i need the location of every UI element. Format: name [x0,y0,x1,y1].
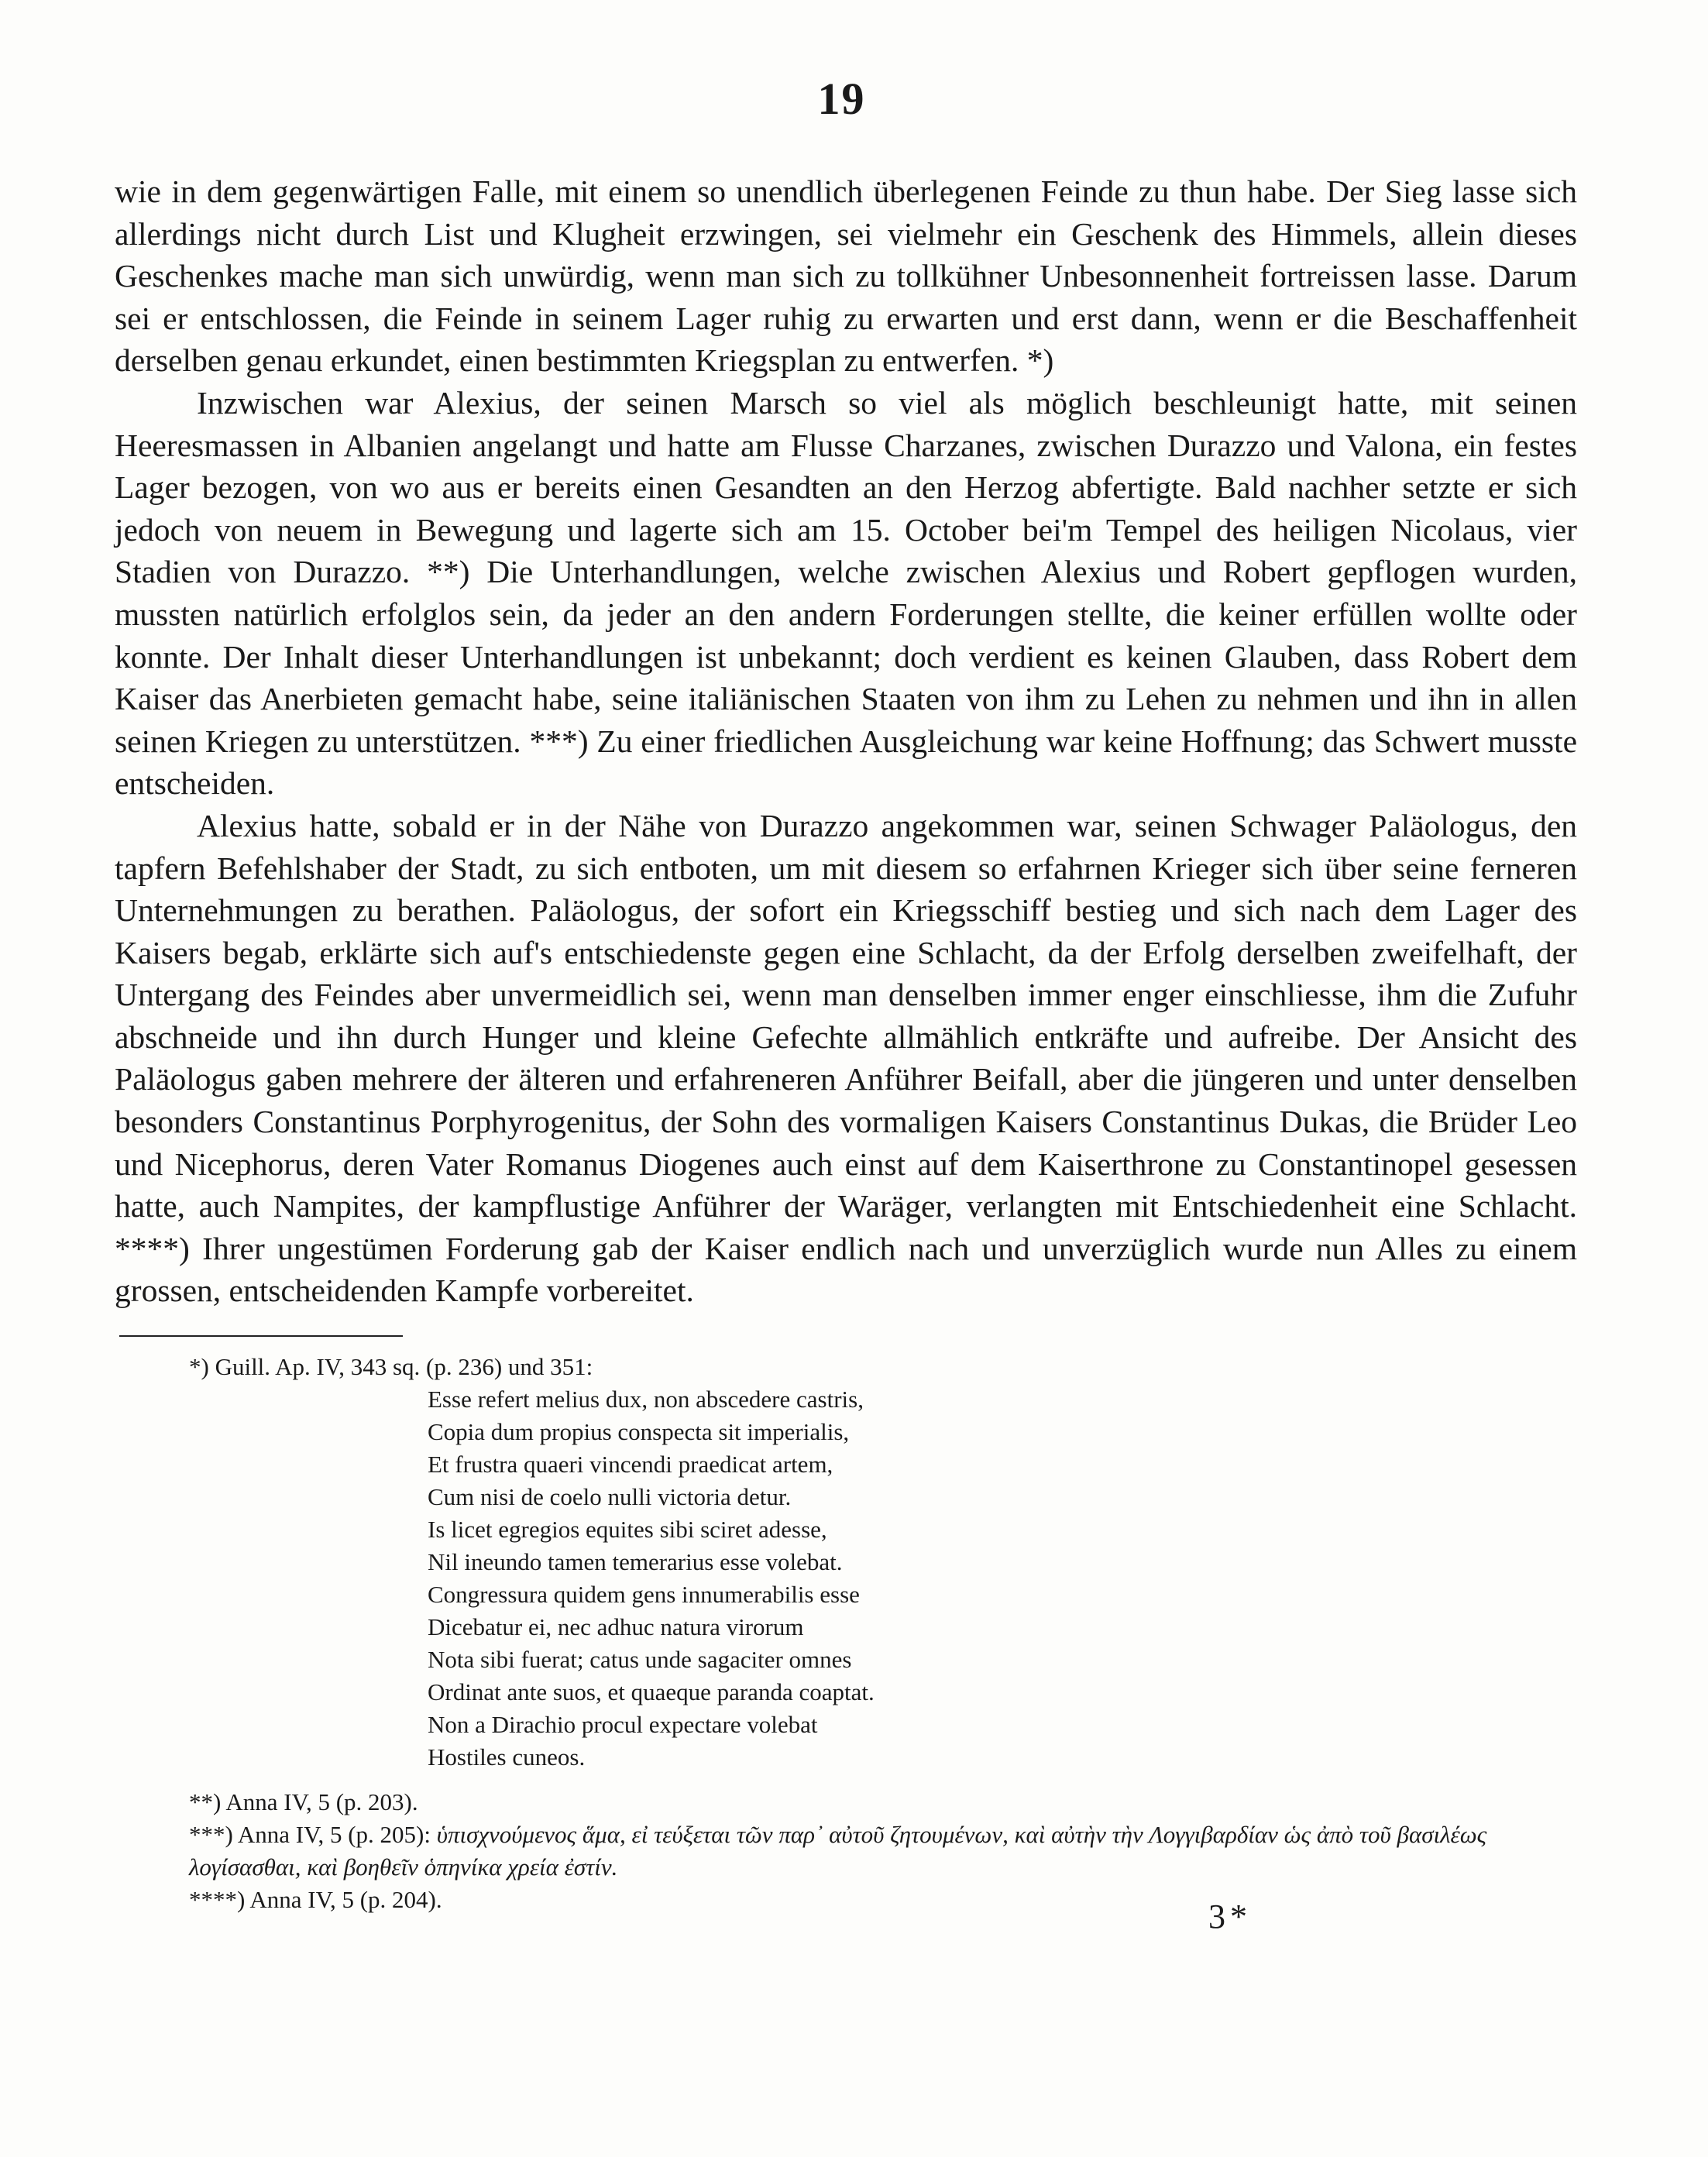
verse-line: Is licet egregios equites sibi sciret adesse, [428,1516,827,1544]
footnote-divider [119,1335,403,1337]
verse-line: Nota sibi fuerat; catus unde sagaciter omnes [428,1646,852,1674]
verse-line: Ordinat ante suos, et quaeque paranda coaptat. [428,1678,875,1706]
paragraph-2: Inzwischen war Alexius, der seinen Marsch so viel als möglich beschleunigt hatte, mit seinen Heeresmassen in Albanien angelangt und hatte am Flusse Charzanes, zwischen Durazzo und Valona, ein festes Lager bezogen, von wo aus er bereits einen Gesandten an den Herzog abfertigte. Bald nachher setzte er sich jedoch von neuem in Bewegung und lagerte sich am 15. October bei'm Tempel des heiligen Nicolaus, vier Stadien von Durazzo. **) Die Unterhandlungen, welche zwischen Alexius und Robert gepflogen wurden, mussten natürlich erfolglos sein, da jeder an den andern Forderungen stellte, die keiner erfüllen wollte oder konnte. Der Inhalt dieser Unterhandlungen ist unbekannt; doch verdient es keinen Glauben, dass Robert dem Kaiser das Anerbieten gemacht habe, seine italiänischen Staaten von ihm zu Lehen zu nehmen und ihn in allen seinen Kriegen zu unterstützen. ***) Zu einer friedlichen Ausgleichung war keine Hoffnung; das Schwert musste entscheiden. [115,384,1577,802]
verse-line: Copia dum propius conspecta sit imperialis, [428,1418,850,1446]
page-number: 19 [817,74,866,124]
footnote-2: **) Anna IV, 5 (p. 203). [189,1788,418,1816]
verse-line: Cum nisi de coelo nulli victoria detur. [428,1483,792,1511]
footnotes [115,1351,1577,1916]
footnote-3 [115,1819,1577,1884]
paragraph-1: wie in dem gegenwärtigen Falle, mit einem so unendlich überlegenen Feinde zu thun habe. Der Sieg lasse sich allerdings nicht durch List und Klugheit erzwingen, sei vielmehr ein Geschenk des Himmels, allein dieses Geschenkes mache man sich unwürdig, wenn man sich zu tollkühner Unbesonnenheit fortreissen lasse. Darum sei er entschlossen, die Feinde in seinem Lager ruhig zu erwarten und erst dann, wenn er die Beschaffenheit derselben genau erkundet, einen bestimmten Kriegsplan zu entwerfen. *) [115,173,1577,379]
footnote-4: ****) Anna IV, 5 (p. 204). [189,1886,442,1914]
signature-mark: 3* [1208,1898,1252,1935]
verse-line: Congressura quidem gens innumerabilis esse [428,1581,860,1609]
footnote-1-verse [115,1383,1577,1774]
verse-line: Esse refert melius dux, non abscedere castris, [428,1386,864,1413]
verse-line: Et frustra quaeri vincendi praedicat artem, [428,1451,833,1479]
verse-line: Hostiles cuneos. [428,1743,586,1771]
verse-line: Non a Dirachio procul expectare volebat [428,1711,818,1739]
footnote-1-reference: *) Guill. Ap. IV, 343 sq. (p. 236) und 351: [189,1353,593,1381]
footnote-3-reference: ***) Anna IV, 5 (p. 205): [189,1821,431,1849]
main-text [115,170,1577,1312]
verse-line: Nil ineundo tamen temerarius esse volebat. [428,1548,843,1576]
paragraph-3: Alexius hatte, sobald er in der Nähe von Durazzo angekommen war, seinen Schwager Paläologus, den tapfern Befehlshaber der Stadt, zu sich entboten, um mit diesem so erfahrnen Krieger sich über seine ferneren Unternehmungen zu berathen. Paläologus, der sofort ein Kriegsschiff bestieg und sich nach dem Lager des Kaisers begab, erklärte sich auf's entschiedenste gegen eine Schlacht, da der Erfolg derselben zweifelhaft, der Untergang des Feindes aber unvermeidlich sei, wenn man denselben immer enger einschliesse, ihm die Zufuhr abschneide und ihn durch Hunger und kleine Gefechte allmählich entkräfte und aufreibe. Der Ansicht des Paläologus gaben mehrere der älteren und erfahreneren Anführer Beifall, aber die jüngeren und unter denselben besonders Constantinus Porphyrogenitus, der Sohn des vormaligen Kaisers Constantinus Dukas, die Brüder Leo und Nicephorus, deren Vater Romanus Diogenes auch einst auf dem Kaiserthrone zu Constantinopel gesessen hatte, auch Nampites, der kampflustige Anführer der Waräger, verlangten mit Entschiedenheit eine Schlacht. ****) Ihrer ungestümen Forderung gab der Kaiser endlich nach und unverzüglich wurde nun Alles zu einem grossen, entscheidenden Kampfe vorbereitet. [115,807,1577,1309]
verse-line: Dicebatur ei, nec adhuc natura virorum [428,1613,804,1641]
footnote-3-greek-quote: ὑπισχνούμενος ἅμα, εἰ τεύξεται τῶν παρ᾽ αὐτοῦ ζητουμένων, καὶ αὐτὴν τὴν Λογγιβαρδίαν ὡς ἀπὸ τοῦ βασιλέως λογίσασθαι, καὶ βοηθεῖν ὁπηνίκα χρεία ἐστίν. [189,1821,1487,1881]
